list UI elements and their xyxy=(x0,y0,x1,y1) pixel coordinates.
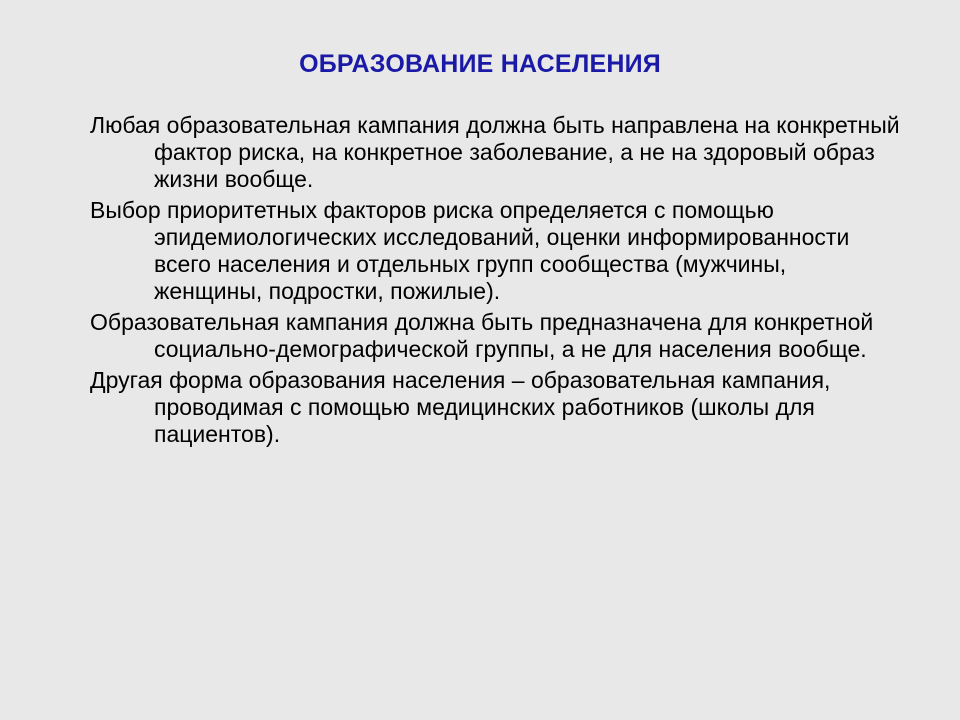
paragraph-2: Выбор приоритетных факторов риска определяется с помощью эпидемиологических исследований, оценки информированности всего населения и отдельных групп сообщества (мужчины, женщины, подростки, пожилые). xyxy=(90,197,850,304)
paragraph-1: Любая образовательная кампания должна быть направлена на конкретный фактор риска, на конкретное заболевание, а не на здоровый образ жизни вообще. xyxy=(90,112,900,192)
slide-title: ОБРАЗОВАНИЕ НАСЕЛЕНИЯ xyxy=(299,50,661,78)
content-list xyxy=(90,112,900,452)
paragraph-3: Образовательная кампания должна быть предназначена для конкретной социально-демографической группы, а не для населения вообще. xyxy=(90,309,874,362)
paragraph-4: Другая форма образования населения – образовательная кампания, проводимая с помощью медицинских работников (школы для пациентов). xyxy=(90,367,831,447)
